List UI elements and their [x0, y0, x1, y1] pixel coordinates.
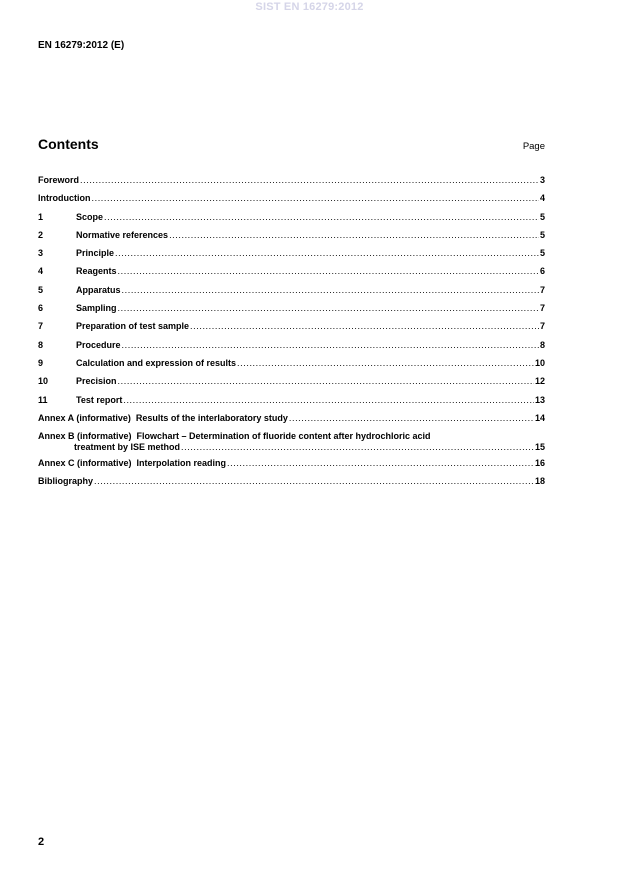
toc-entry-page: 5: [539, 229, 545, 240]
toc-entry-sampling[interactable]: [38, 303, 545, 321]
toc-entry-page: 4: [539, 193, 545, 204]
toc-entry-page: 15: [534, 442, 545, 453]
leader-dots: [104, 212, 539, 223]
contents-heading: Contents: [38, 136, 99, 152]
toc-entry-title: Introduction: [38, 193, 91, 204]
leader-dots: [94, 476, 534, 487]
toc-entry-title: Precision: [76, 376, 117, 387]
toc-entry-page: 16: [534, 458, 545, 469]
leader-dots: [289, 413, 534, 424]
leader-dots: [80, 175, 539, 186]
toc-entry-title-continued: treatment by ISE method: [74, 442, 181, 453]
leader-dots: [92, 193, 539, 204]
toc-entry-number: 5: [38, 284, 44, 295]
leader-dots: [227, 458, 534, 469]
toc-entry-number: 8: [38, 339, 44, 350]
toc-entry-scope[interactable]: [38, 212, 545, 230]
leader-dots: [118, 376, 534, 387]
toc-entry-title: Bibliography: [38, 476, 94, 487]
toc-entry-page: 18: [534, 476, 545, 487]
toc-entry-principle[interactable]: [38, 248, 545, 266]
toc-entry-number: 11: [38, 394, 48, 405]
toc-entry-title: Apparatus: [76, 284, 121, 295]
toc-entry-number: 1: [38, 211, 44, 222]
toc-entry-reagents[interactable]: [38, 266, 545, 284]
toc-entry-annex-a[interactable]: [38, 413, 545, 431]
toc-entry-normative-references[interactable]: [38, 230, 545, 248]
toc-entry-page: 5: [539, 211, 545, 222]
toc-entry-test-report[interactable]: [38, 395, 545, 413]
toc-entry-page: 8: [539, 339, 545, 350]
leader-dots: [237, 358, 534, 369]
toc-entry-number: 3: [38, 248, 44, 259]
toc-entry-number: 4: [38, 266, 44, 277]
toc-entry-page: 6: [539, 266, 545, 277]
toc-entry-title: Annex B (informative) Flowchart – Determination of fluoride content after hydrochloric acid: [38, 431, 431, 442]
toc-entry-title: Principle: [76, 248, 115, 259]
toc-entry-apparatus[interactable]: [38, 285, 545, 303]
toc-entry-annex-c[interactable]: [38, 458, 545, 476]
leader-dots: [118, 266, 539, 277]
toc-entry-page: 7: [539, 303, 545, 314]
toc-entry-procedure[interactable]: [38, 340, 545, 358]
toc-entry-page: 12: [534, 376, 545, 387]
toc-entry-title: Procedure: [76, 339, 121, 350]
leader-dots: [190, 321, 539, 332]
toc-entry-page: 7: [539, 284, 545, 295]
toc-entry-page: 5: [539, 248, 545, 259]
toc-entry-title: Sampling: [76, 303, 117, 314]
toc-entry-annex-b[interactable]: [38, 431, 545, 454]
document-id: EN 16279:2012 (E): [38, 40, 125, 51]
toc-entry-preparation[interactable]: [38, 321, 545, 339]
toc-entry-title: Annex A (informative) Results of the interlaboratory study: [38, 412, 288, 423]
table-of-contents: [38, 175, 545, 495]
leader-dots: [122, 340, 539, 351]
toc-entry-title: Foreword: [38, 175, 80, 185]
leader-dots: [181, 442, 534, 453]
page-column-label: Page: [522, 141, 545, 152]
toc-entry-number: 10: [38, 376, 49, 387]
toc-entry-page: 7: [539, 321, 545, 332]
toc-entry-title: Normative references: [76, 229, 169, 240]
toc-entry-title: Calculation and expression of results: [76, 357, 237, 368]
toc-entry-page: 3: [539, 175, 545, 185]
toc-entry-foreword[interactable]: [38, 175, 545, 193]
leader-dots: [169, 230, 539, 241]
leader-dots: [118, 303, 539, 314]
toc-entry-calculation[interactable]: [38, 358, 545, 376]
toc-entry-title: Test report: [76, 394, 123, 405]
toc-entry-number: 7: [38, 321, 44, 332]
toc-entry-number: 9: [38, 357, 44, 368]
toc-entry-number: 2: [38, 229, 44, 240]
page-number: 2: [38, 836, 45, 848]
toc-entry-page: 14: [534, 412, 545, 423]
toc-entry-bibliography[interactable]: [38, 476, 545, 494]
toc-entry-introduction[interactable]: [38, 193, 545, 211]
toc-entry-page: 10: [534, 357, 545, 368]
toc-entry-number: 6: [38, 303, 44, 314]
leader-dots: [123, 395, 534, 406]
toc-entry-title: Annex C (informative) Interpolation reading: [38, 458, 227, 469]
leader-dots: [122, 285, 539, 296]
leader-dots: [115, 248, 539, 259]
toc-entry-page: 13: [534, 394, 545, 405]
toc-entry-title: Preparation of test sample: [76, 321, 190, 332]
toc-entry-precision[interactable]: [38, 376, 545, 394]
watermark: SIST EN 16279:2012: [255, 1, 364, 13]
toc-entry-title: Scope: [76, 211, 104, 222]
toc-entry-title: Reagents: [76, 266, 117, 277]
